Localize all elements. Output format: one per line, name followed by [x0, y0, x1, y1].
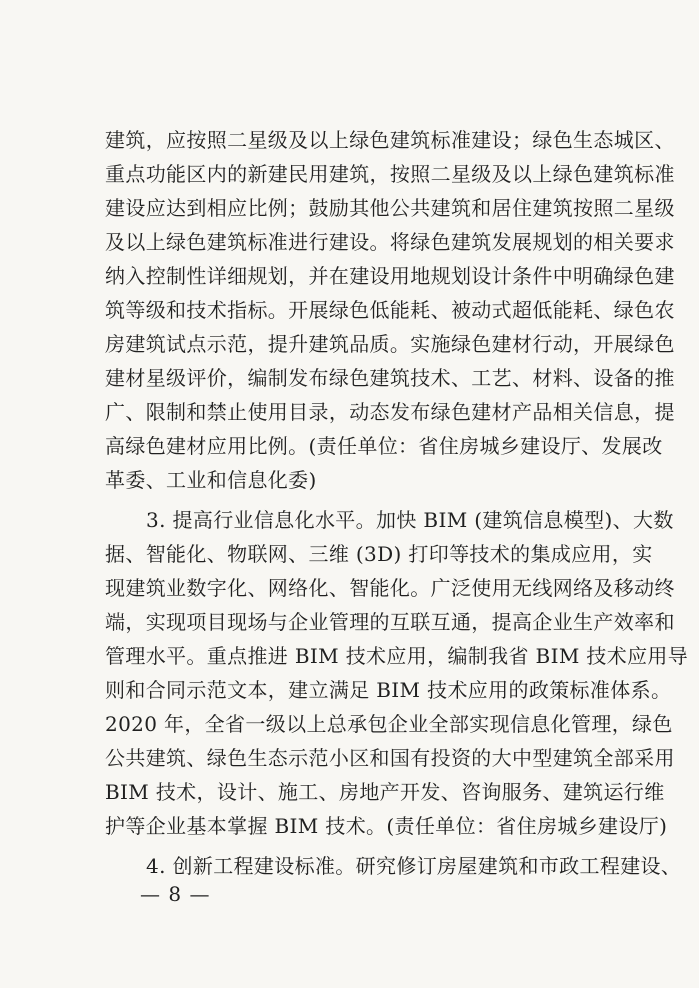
text-line: 端，实现项目现场与企业管理的互联互通，提高企业生产效率和 — [105, 610, 675, 634]
text-line: 2020 年，全省一级以上总承包企业全部实现信息化管理，绿色 — [105, 712, 673, 736]
text-line: 房建筑试点示范，提升建筑品质。实施绿色建材行动，开展绿色 — [105, 332, 675, 356]
text-line: 重点功能区内的新建民用建筑，按照二星级及以上绿色建筑标准 — [105, 162, 675, 186]
text-line: 高绿色建材应用比例。(责任单位：省住房城乡建设厅、发展改 — [105, 434, 663, 458]
text-line: 管理水平。重点推进 BIM 技术应用，编制我省 BIM 技术应用导 — [105, 644, 689, 668]
paragraph-line: 4. 创新工程建设标准。研究修订房屋建筑和市政工程建设、 — [146, 854, 682, 878]
text-line: 纳入控制性详细规划，并在建设用地规划设计条件中明确绿色建 — [105, 264, 675, 288]
text-line: 建筑，应按照二星级及以上绿色建筑标准建设；绿色生态城区、 — [105, 128, 675, 152]
text-line: 广、限制和禁止使用目录，动态发布绿色建材产品相关信息，提 — [105, 400, 675, 424]
text-line: 则和合同示范文本，建立满足 BIM 技术应用的政策标准体系。 — [105, 678, 672, 702]
text-line: 及以上绿色建筑标准进行建设。将绿色建筑发展规划的相关要求 — [105, 230, 675, 254]
paragraph-line: 3. 提高行业信息化水平。加快 BIM (建筑信息模型)、大数 — [146, 508, 674, 532]
text-line: BIM 技术，设计、施工、房地产开发、咨询服务、建筑运行维 — [105, 780, 665, 804]
text-line: 现建筑业数字化、网络化、智能化。广泛使用无线网络及移动终 — [105, 576, 675, 600]
text-line: 公共建筑、绿色生态示范小区和国有投资的大中型建筑全部采用 — [105, 746, 675, 770]
text-line: 建设应达到相应比例；鼓励其他公共建筑和居住建筑按照二星级 — [105, 196, 675, 220]
text-line: 革委、工业和信息化委) — [105, 468, 317, 492]
page-number: — 8 — — [140, 882, 211, 906]
text-line: 筑等级和技术指标。开展绿色低能耗、被动式超低能耗、绿色农 — [105, 298, 675, 322]
text-line: 护等企业基本掌握 BIM 技术。(责任单位：省住房城乡建设厅) — [105, 814, 668, 838]
text-line: 据、智能化、物联网、三维 (3D) 打印等技术的集成应用，实 — [105, 542, 653, 566]
text-line: 建材星级评价，编制发布绿色建筑技术、工艺、材料、设备的推 — [105, 366, 675, 390]
